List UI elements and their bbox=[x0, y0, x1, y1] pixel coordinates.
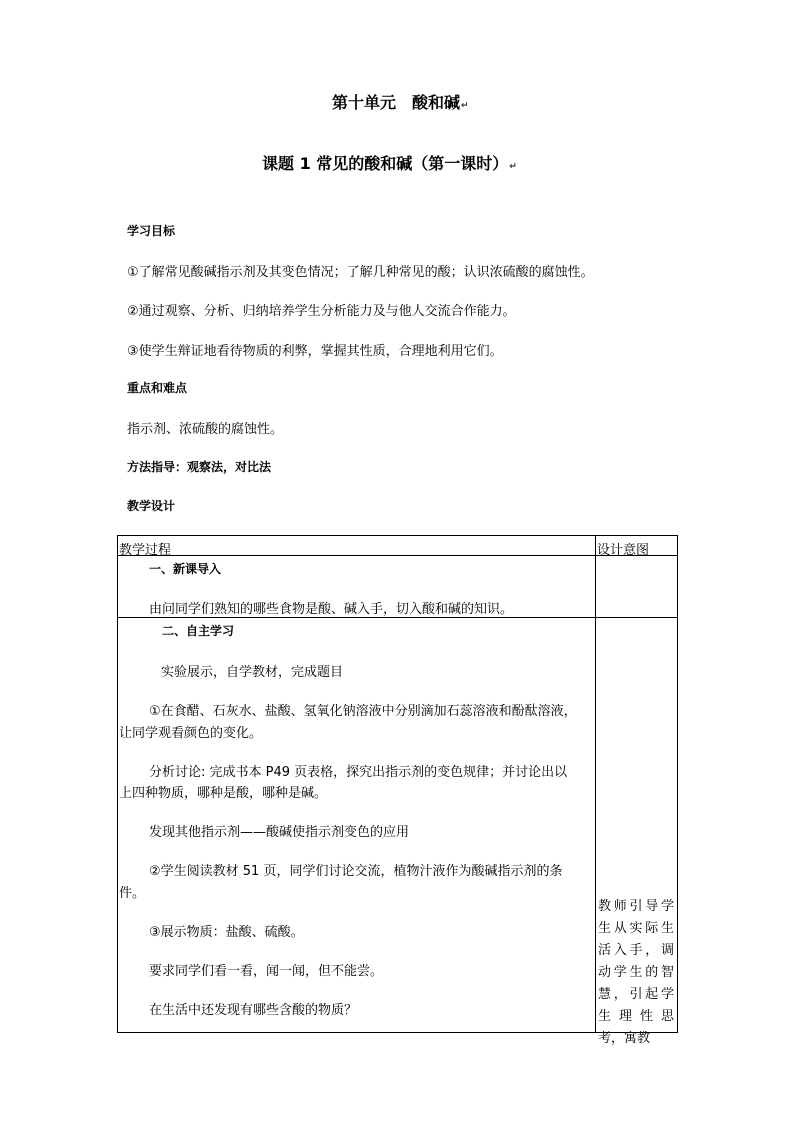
objective-item: ②通过观察、分析、归纳培养学生分析能力及与他人交流合作能力。 bbox=[127, 304, 516, 319]
self-study-cell bbox=[118, 618, 596, 1033]
header-process-label: 教学过程 bbox=[119, 543, 172, 558]
lesson-title-text: 课题 1 常见的酸和碱（第一课时） bbox=[262, 154, 509, 173]
paragraph-mark: ↵ bbox=[509, 162, 517, 172]
teaching-design-table bbox=[117, 535, 678, 1046]
self-study-p3-line2: 上四种物质，哪种是酸，哪种是碱。 bbox=[119, 786, 328, 801]
objective-item: ①了解常见酸碱指示剂及其变色情况；了解几种常见的酸；认识浓硫酸的腐蚀性。 bbox=[127, 265, 594, 280]
self-study-heading: 二、自主学习 bbox=[162, 624, 235, 638]
design-intent-note: 教师引导学生从实际生活入手，调动学生的智慧，引起学生理性思考，寓教 bbox=[598, 899, 674, 1046]
key-points-heading: 重点和难点 bbox=[127, 381, 188, 395]
intro-heading: 一、新课导入 bbox=[149, 562, 222, 576]
paragraph-mark: ↵ bbox=[461, 101, 469, 111]
unit-title bbox=[332, 90, 469, 113]
header-process-cell bbox=[118, 536, 596, 556]
self-study-p5-line2: 件。 bbox=[119, 886, 146, 901]
method-guidance: 方法指导：观察法，对比法 bbox=[127, 460, 272, 474]
self-study-p4: 发现其他指示剂——酸碱使指示剂变色的应用 bbox=[149, 825, 410, 840]
self-study-p5-line1: ②学生阅读教材 51 页，同学们讨论交流，植物汁液作为酸碱指示剂的条 bbox=[149, 864, 563, 879]
header-intent-label: 设计意图 bbox=[597, 543, 650, 558]
self-study-p2-line1: ①在食醋、石灰水、盐酸、氢氧化钠溶液中分别滴加石蕊溶液和酚酞溶液， bbox=[149, 704, 577, 719]
self-study-intent-cell bbox=[596, 618, 678, 1046]
self-study-p8: 在生活中还发现有哪些含酸的物质？ bbox=[149, 1003, 358, 1018]
design-heading: 教学设计 bbox=[127, 499, 176, 513]
key-points-text: 指示剂、浓硫酸的腐蚀性。 bbox=[127, 422, 284, 437]
self-study-p6: ③展示物质：盐酸、硫酸。 bbox=[149, 925, 304, 940]
intro-text: 由问同学们熟知的哪些食物是酸、碱入手，切入酸和碱的知识。 bbox=[149, 602, 514, 617]
intro-intent-cell bbox=[596, 556, 678, 618]
objectives-heading: 学习目标 bbox=[127, 224, 176, 238]
objective-item: ③使学生辩证地看待物质的利弊，掌握其性质，合理地利用它们。 bbox=[127, 344, 503, 359]
header-intent-cell bbox=[596, 536, 678, 556]
unit-title-text: 第十单元 酸和碱 bbox=[332, 93, 461, 112]
table-row-intro bbox=[118, 556, 678, 618]
lesson-title bbox=[262, 151, 517, 174]
self-study-p2-line2: 让同学观看颜色的变化。 bbox=[119, 726, 263, 741]
self-study-p3-line1: 分析讨论: 完成书本 P49 页表格，探究出指示剂的变色规律；并讨论出以 bbox=[149, 765, 568, 780]
self-study-p1: 实验展示，自学教材，完成题目 bbox=[161, 665, 344, 680]
self-study-p7: 要求同学们看一看，闻一闻，但不能尝。 bbox=[149, 964, 384, 979]
table-row-self-study bbox=[118, 618, 678, 1033]
intro-cell bbox=[118, 556, 596, 618]
table-header-row bbox=[118, 536, 678, 556]
